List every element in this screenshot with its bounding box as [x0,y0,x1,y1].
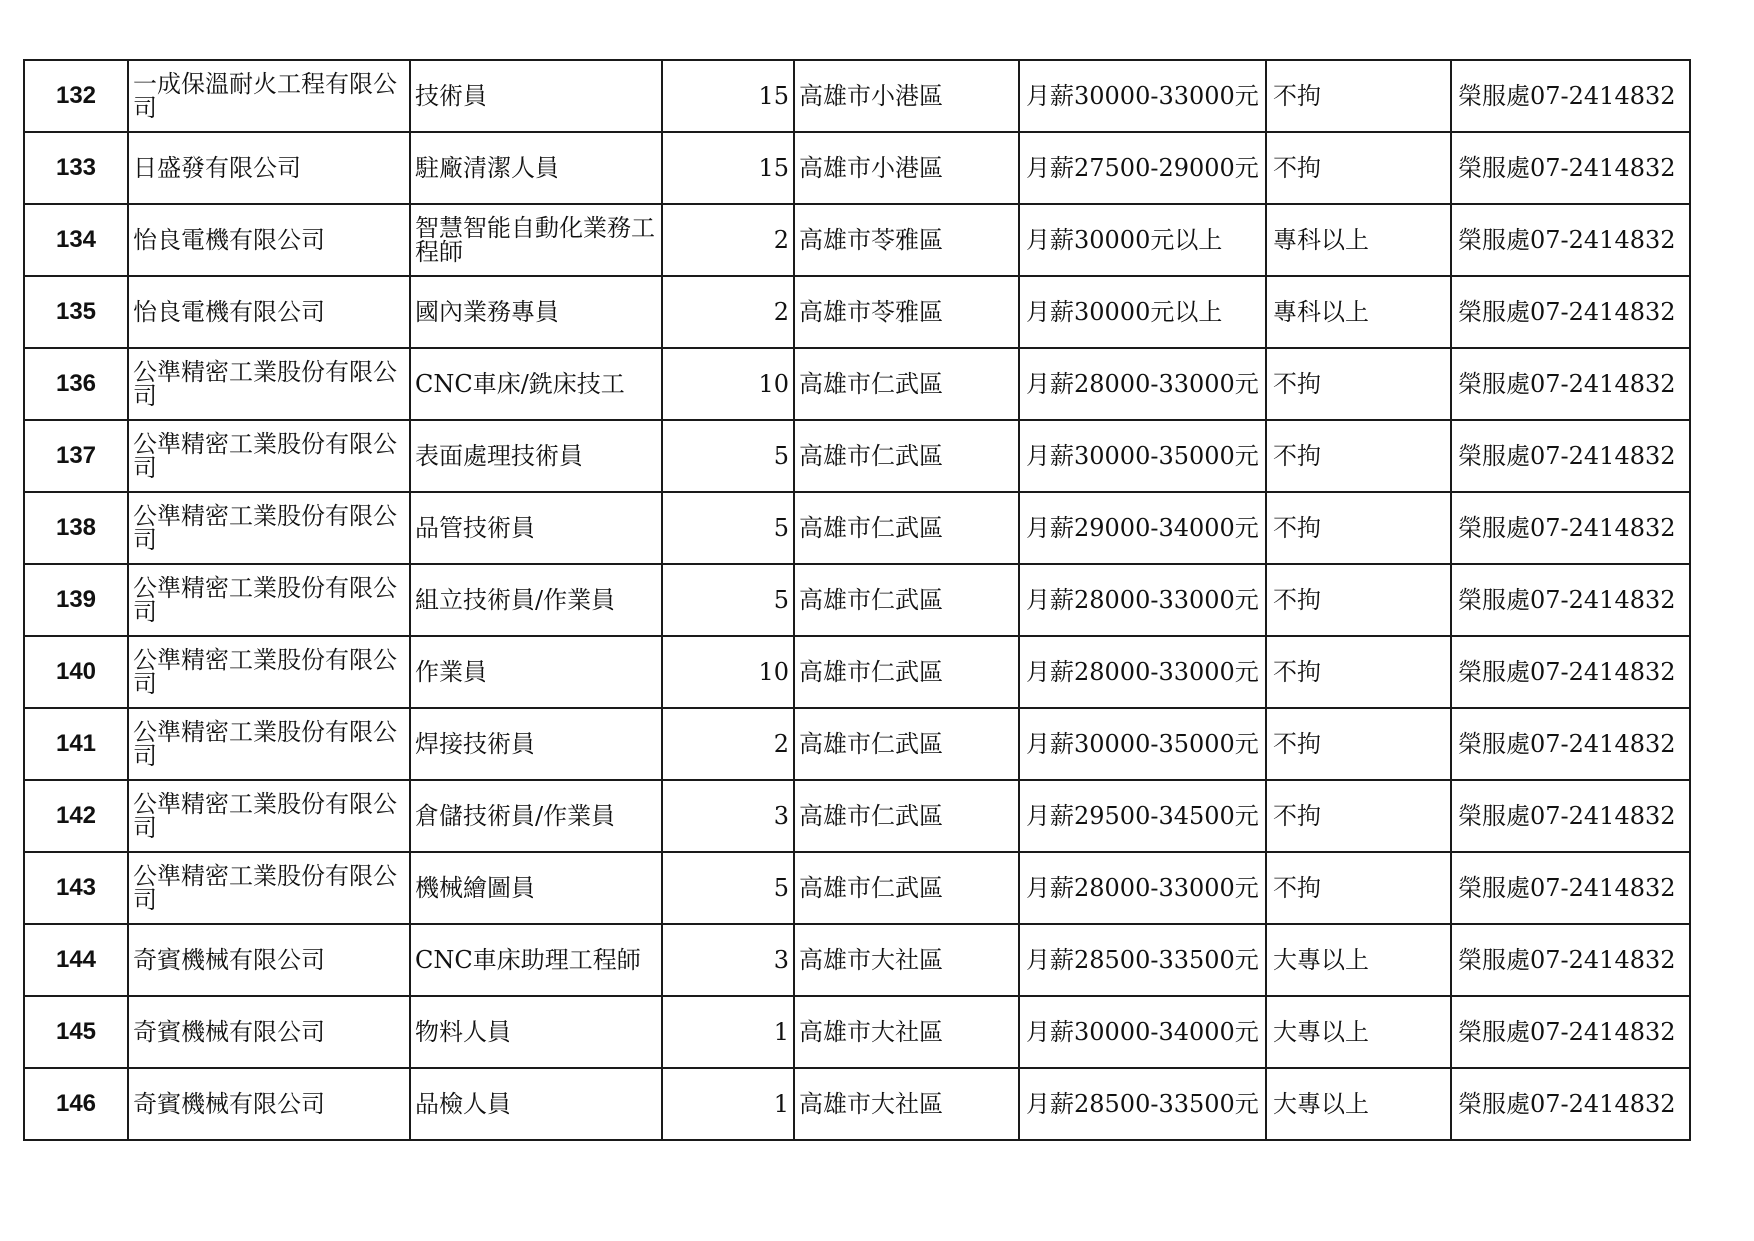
opening-count: 2 [662,204,794,276]
table-row [24,852,1690,924]
job-title: 技術員 [410,60,662,132]
table-row [24,996,1690,1068]
work-location: 高雄市大社區 [794,1068,1019,1140]
job-title: 作業員 [410,636,662,708]
job-title: 駐廠清潔人員 [410,132,662,204]
row-number: 137 [24,420,128,492]
job-title: 焊接技術員 [410,708,662,780]
table-row [24,1068,1690,1140]
row-number: 132 [24,60,128,132]
table-row [24,708,1690,780]
row-number: 144 [24,924,128,996]
work-location: 高雄市大社區 [794,996,1019,1068]
row-number: 146 [24,1068,128,1140]
work-location: 高雄市苓雅區 [794,204,1019,276]
work-location: 高雄市小港區 [794,132,1019,204]
row-number: 142 [24,780,128,852]
salary-range: 月薪30000-34000元 [1019,996,1266,1068]
salary-range: 月薪28500-33500元 [1019,1068,1266,1140]
education-requirement: 不拘 [1266,564,1451,636]
company-name: 公準精密工業股份有限公司 [128,780,410,852]
opening-count: 5 [662,492,794,564]
job-title: 智慧智能自動化業務工程師 [410,204,662,276]
education-requirement: 不拘 [1266,492,1451,564]
job-listing-table [23,59,1691,1141]
table-row [24,564,1690,636]
job-title: 表面處理技術員 [410,420,662,492]
job-listing-rows [24,60,1690,1140]
education-requirement: 不拘 [1266,780,1451,852]
job-title: 物料人員 [410,996,662,1068]
table-row [24,60,1690,132]
education-requirement: 不拘 [1266,132,1451,204]
education-requirement: 不拘 [1266,348,1451,420]
table-row [24,420,1690,492]
salary-range: 月薪29000-34000元 [1019,492,1266,564]
contact-info: 榮服處07-2414832 [1451,852,1690,924]
work-location: 高雄市仁武區 [794,348,1019,420]
company-name: 奇賓機械有限公司 [128,924,410,996]
opening-count: 1 [662,1068,794,1140]
row-number: 135 [24,276,128,348]
job-title: 品檢人員 [410,1068,662,1140]
work-location: 高雄市仁武區 [794,708,1019,780]
work-location: 高雄市大社區 [794,924,1019,996]
opening-count: 3 [662,924,794,996]
salary-range: 月薪28000-33000元 [1019,348,1266,420]
education-requirement: 不拘 [1266,420,1451,492]
contact-info: 榮服處07-2414832 [1451,924,1690,996]
table-row [24,924,1690,996]
table-row [24,276,1690,348]
row-number: 143 [24,852,128,924]
salary-range: 月薪28500-33500元 [1019,924,1266,996]
job-title: 國內業務專員 [410,276,662,348]
contact-info: 榮服處07-2414832 [1451,564,1690,636]
education-requirement: 專科以上 [1266,276,1451,348]
company-name: 公準精密工業股份有限公司 [128,348,410,420]
contact-info: 榮服處07-2414832 [1451,780,1690,852]
opening-count: 10 [662,636,794,708]
contact-info: 榮服處07-2414832 [1451,492,1690,564]
contact-info: 榮服處07-2414832 [1451,60,1690,132]
education-requirement: 不拘 [1266,708,1451,780]
company-name: 日盛發有限公司 [128,132,410,204]
job-title: CNC車床助理工程師 [410,924,662,996]
contact-info: 榮服處07-2414832 [1451,420,1690,492]
job-title: 組立技術員/作業員 [410,564,662,636]
salary-range: 月薪27500-29000元 [1019,132,1266,204]
job-title: 機械繪圖員 [410,852,662,924]
education-requirement: 大專以上 [1266,996,1451,1068]
contact-info: 榮服處07-2414832 [1451,996,1690,1068]
company-name: 公準精密工業股份有限公司 [128,636,410,708]
work-location: 高雄市仁武區 [794,492,1019,564]
company-name: 公準精密工業股份有限公司 [128,420,410,492]
salary-range: 月薪30000元以上 [1019,204,1266,276]
opening-count: 1 [662,996,794,1068]
contact-info: 榮服處07-2414832 [1451,636,1690,708]
contact-info: 榮服處07-2414832 [1451,276,1690,348]
education-requirement: 大專以上 [1266,924,1451,996]
salary-range: 月薪28000-33000元 [1019,636,1266,708]
opening-count: 3 [662,780,794,852]
opening-count: 5 [662,852,794,924]
company-name: 公準精密工業股份有限公司 [128,852,410,924]
education-requirement: 不拘 [1266,60,1451,132]
work-location: 高雄市仁武區 [794,636,1019,708]
education-requirement: 不拘 [1266,636,1451,708]
table-row [24,492,1690,564]
job-title: 品管技術員 [410,492,662,564]
work-location: 高雄市仁武區 [794,780,1019,852]
work-location: 高雄市仁武區 [794,420,1019,492]
work-location: 高雄市仁武區 [794,852,1019,924]
contact-info: 榮服處07-2414832 [1451,132,1690,204]
company-name: 公準精密工業股份有限公司 [128,708,410,780]
row-number: 133 [24,132,128,204]
table-row [24,636,1690,708]
row-number: 138 [24,492,128,564]
company-name: 公準精密工業股份有限公司 [128,564,410,636]
opening-count: 15 [662,132,794,204]
education-requirement: 大專以上 [1266,1068,1451,1140]
opening-count: 2 [662,708,794,780]
salary-range: 月薪29500-34500元 [1019,780,1266,852]
education-requirement: 專科以上 [1266,204,1451,276]
opening-count: 5 [662,564,794,636]
company-name: 公準精密工業股份有限公司 [128,492,410,564]
contact-info: 榮服處07-2414832 [1451,708,1690,780]
job-title: 倉儲技術員/作業員 [410,780,662,852]
job-listing-sheet [23,59,1689,1141]
salary-range: 月薪28000-33000元 [1019,852,1266,924]
salary-range: 月薪28000-33000元 [1019,564,1266,636]
table-row [24,780,1690,852]
row-number: 134 [24,204,128,276]
company-name: 一成保溫耐火工程有限公司 [128,60,410,132]
job-title: CNC車床/銑床技工 [410,348,662,420]
opening-count: 5 [662,420,794,492]
salary-range: 月薪30000-35000元 [1019,420,1266,492]
row-number: 141 [24,708,128,780]
salary-range: 月薪30000-35000元 [1019,708,1266,780]
row-number: 145 [24,996,128,1068]
work-location: 高雄市苓雅區 [794,276,1019,348]
table-row [24,348,1690,420]
company-name: 怡良電機有限公司 [128,276,410,348]
salary-range: 月薪30000-33000元 [1019,60,1266,132]
opening-count: 2 [662,276,794,348]
education-requirement: 不拘 [1266,852,1451,924]
contact-info: 榮服處07-2414832 [1451,348,1690,420]
work-location: 高雄市仁武區 [794,564,1019,636]
table-row [24,132,1690,204]
work-location: 高雄市小港區 [794,60,1019,132]
company-name: 怡良電機有限公司 [128,204,410,276]
row-number: 136 [24,348,128,420]
row-number: 140 [24,636,128,708]
table-row [24,204,1690,276]
opening-count: 10 [662,348,794,420]
opening-count: 15 [662,60,794,132]
company-name: 奇賓機械有限公司 [128,996,410,1068]
contact-info: 榮服處07-2414832 [1451,1068,1690,1140]
salary-range: 月薪30000元以上 [1019,276,1266,348]
contact-info: 榮服處07-2414832 [1451,204,1690,276]
row-number: 139 [24,564,128,636]
company-name: 奇賓機械有限公司 [128,1068,410,1140]
